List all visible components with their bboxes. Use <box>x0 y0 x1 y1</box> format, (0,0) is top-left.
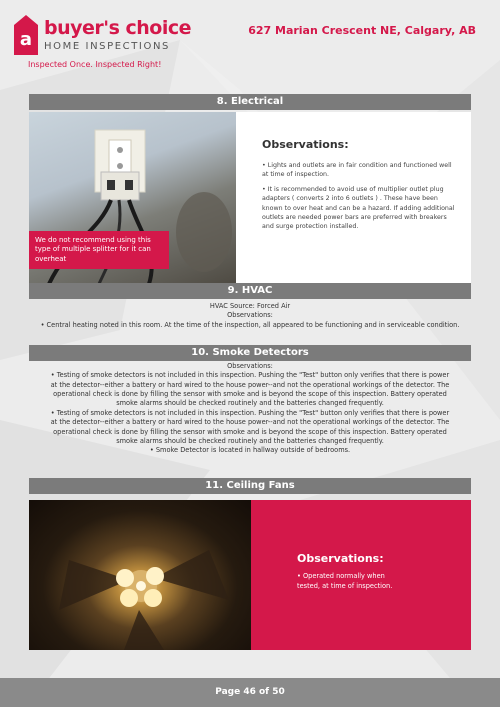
report-header <box>0 0 500 80</box>
hvac-observations-heading: Observations: <box>227 311 273 320</box>
section-title-electrical: 8. Electrical <box>29 94 471 110</box>
ceiling-fan-photo <box>29 500 251 650</box>
page-number: Page 46 of 50 <box>215 687 285 697</box>
hvac-observation: • Central heating noted in this room. At the time of the inspection, all appeared to be functioning and in serviceable condition. <box>40 320 460 329</box>
hvac-block <box>29 302 471 330</box>
brand-name: buyer's choice <box>44 17 192 39</box>
electrical-photo <box>29 112 236 284</box>
svg-text:a: a <box>19 29 33 50</box>
observation-item: • Lights and outlets are in fair condition and functioned well at time of inspection. <box>262 162 452 179</box>
smoke-block <box>29 362 471 456</box>
observation-item: • Operated normally when tested, at time of inspection. <box>297 572 393 590</box>
smoke-observation: • Testing of smoke detectors is not included in this inspection. Pushing the "Test" button only verifies that there is power at the detector--either a battery or hard wired to the house power--and not the operational workings of the detector. The operational check is done by filling the sensor with smoke and is beyond the scope of this inspection. Battery operated smoke alarms should be checked routinely and the batteries changed frequently. <box>50 408 450 445</box>
brand-tagline: Inspected Once. Inspected Right! <box>28 60 162 69</box>
electrical-observations-panel <box>236 112 471 284</box>
observations-heading: Observations: <box>262 138 349 151</box>
section-title-hvac: 9. HVAC <box>29 283 471 299</box>
hvac-source: HVAC Source: Forced Air <box>209 302 291 310</box>
smoke-observations-heading: Observations: <box>227 362 273 370</box>
brand-subtitle: HOME INSPECTIONS <box>44 41 170 52</box>
company-logo <box>14 15 192 70</box>
ceiling-fan-observations-panel <box>251 500 471 650</box>
section-title-ceiling-fans: 11. Ceiling Fans <box>29 478 471 494</box>
property-address: 627 Marian Crescent NE, Calgary, AB <box>248 24 476 37</box>
observations-heading: Observations: <box>297 552 384 565</box>
page-footer <box>0 678 500 707</box>
smoke-observation: • Testing of smoke detectors is not included in this inspection. Pushing the "Test" button only verifies that there is power at the detector--either a battery or hard wired to the house power--and not the operational workings of the detector. The operational check is done by filling the sensor with smoke and is beyond the scope of this inspection. Battery operated smoke alarms should be checked routinely and the batteries changed frequently. <box>50 371 450 408</box>
ceiling-fan-illustration <box>29 500 251 650</box>
smoke-observation: • Smoke Detector is located in hallway outside of bedrooms. <box>149 446 351 455</box>
photo-caption: We do not recommend using this type of multiple splitter for it can overheat <box>29 231 169 269</box>
observation-item: • It is recommended to avoid use of multiplier outlet plug adapters ( converts 2 into 6 outlets ) . These have been known to over heat and can be a hazard. If adding additional outlets are needed power bars are preferred with breakers and surge protection installed. <box>262 186 455 230</box>
house-logo-icon <box>14 15 38 55</box>
section-title-smoke-detectors: 10. Smoke Detectors <box>29 345 471 361</box>
